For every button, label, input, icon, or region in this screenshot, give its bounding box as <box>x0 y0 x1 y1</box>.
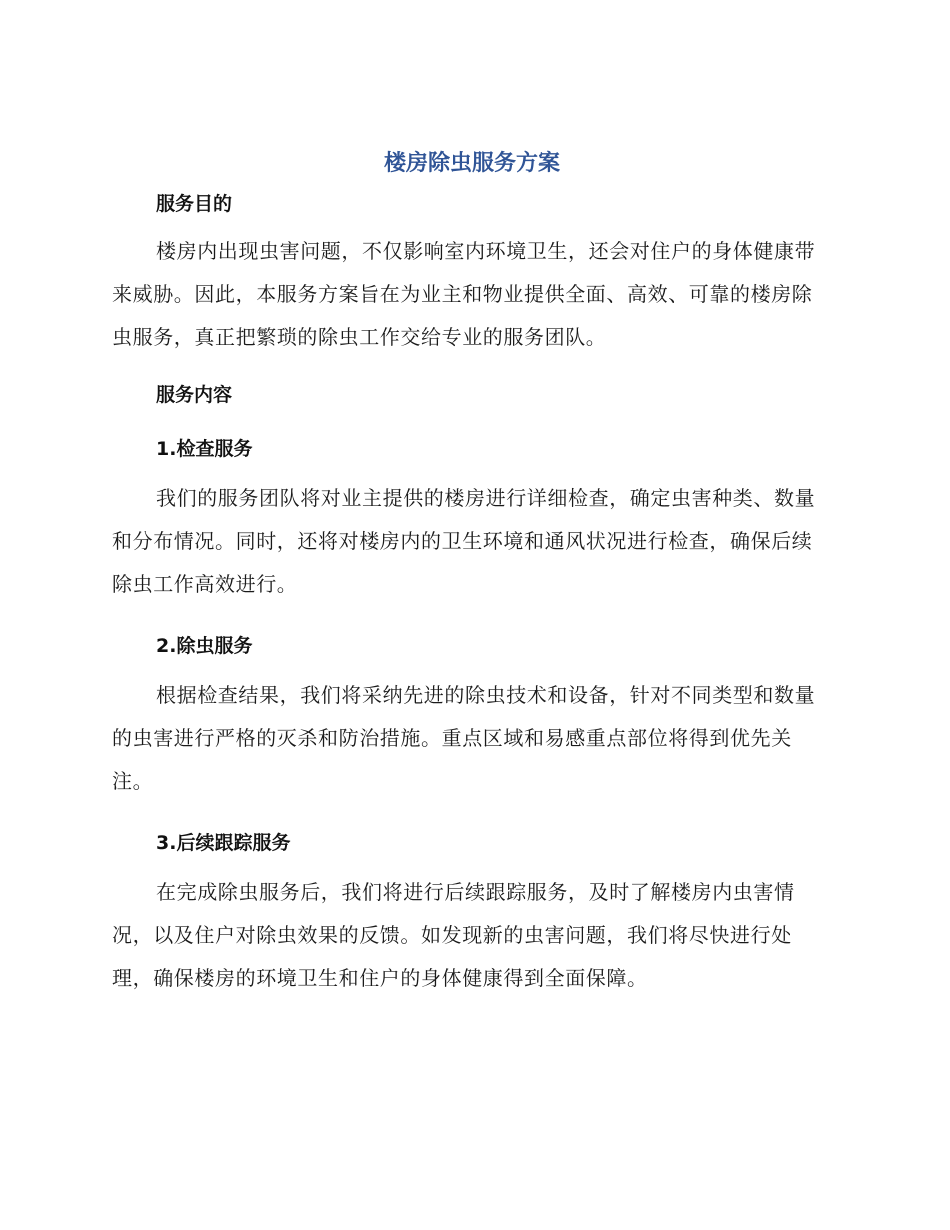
item-heading-pest-control: 2.除虫服务 <box>156 635 253 657</box>
document-title: 楼房除虫服务方案 <box>383 151 560 176</box>
section-paragraph-purpose: 楼房内出现虫害问题，不仅影响室内环境卫生，还会对住户的身体健康带来威胁。因此，本服务方案旨在为业主和物业提供全面、高效、可靠的楼房除虫服务，真正把繁琐的除虫工作交给专业的服务团队。 <box>112 239 816 349</box>
item-paragraph-pest-control: 根据检查结果，我们将采纳先进的除虫技术和设备，针对不同类型和数量的虫害进行严格的灭杀和防治措施。重点区域和易感重点部位将得到优先关注。 <box>112 683 816 793</box>
document-page <box>112 146 832 1000</box>
section-heading-purpose: 服务目的 <box>156 193 233 215</box>
section-heading-content: 服务内容 <box>156 384 233 406</box>
item-paragraph-inspection: 我们的服务团队将对业主提供的楼房进行详细检查，确定虫害种类、数量和分布情况。同时，还将对楼房内的卫生环境和通风状况进行检查，确保后续除虫工作高效进行。 <box>112 486 816 596</box>
item-heading-inspection: 1.检查服务 <box>156 438 253 460</box>
item-paragraph-follow-up: 在完成除虫服务后，我们将进行后续跟踪服务，及时了解楼房内虫害情况，以及住户对除虫效果的反馈。如发现新的虫害问题，我们将尽快进行处理，确保楼房的环境卫生和住户的身体健康得到全面保障。 <box>112 880 795 990</box>
item-heading-follow-up: 3.后续跟踪服务 <box>156 832 291 854</box>
